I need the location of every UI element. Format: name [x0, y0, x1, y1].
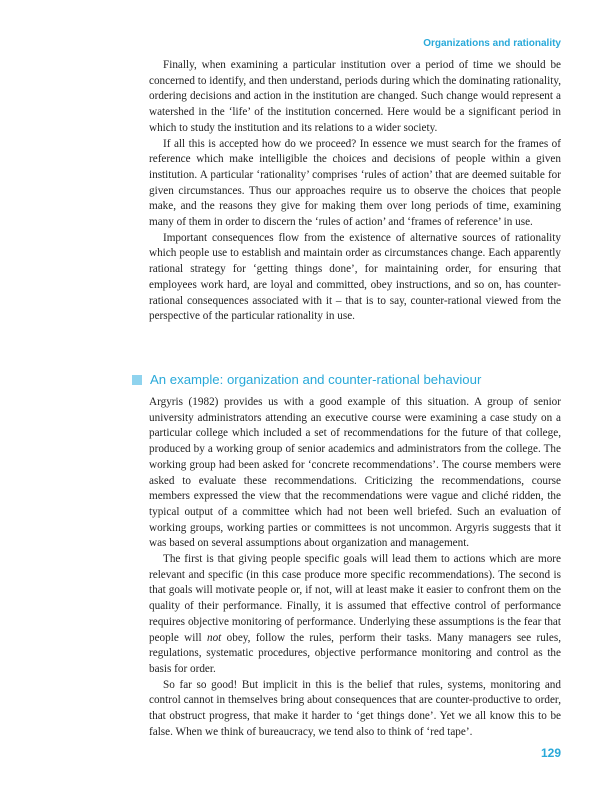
heading-square-icon: [132, 375, 142, 385]
paragraph: Argyris (1982) provides us with a good example of this situation. A group of senior university administrators attending an executive course were examining a case study on a particular college which included a set of recommendations for the future of that college, produced by a working group of senior academics and administrators from the college. The working group had been asked for ‘concrete recommendations’. The course members were asked to evaluate these recommendations. Criticizing the recommendations, course members expressed the view that the recommendations were vague and cliché ridden, the typical output of a committee which had not been well briefed. Such an evaluation of working groups, working parties or committees is not uncommon. Argyris suggests that it was based on several assumptions about organization and management.: [149, 396, 561, 550]
section-heading-text: An example: organization and counter-rational behaviour: [150, 372, 482, 387]
paragraph: Finally, when examining a particular institution over a period of time we should be concerned to identify, and then understand, periods during which the dominating rationality, ordering decisions and action in the institution are changed. Such change would represent a watershed in the ‘life’ of the institution concerned. Here would be a significant period in which to study the institution and its relations to a wider society.: [149, 59, 561, 134]
paragraph-text: obey, follow the rules, perform their tasks. Many managers see rules, regulations, systematic procedures, objective performance monitoring and control as the basis for order.: [149, 631, 562, 675]
body-text-section-1: [149, 58, 561, 325]
running-head: Organizations and rationality: [423, 38, 561, 49]
body-text-section-2: [149, 395, 561, 740]
emphasis-not: not: [206, 631, 222, 644]
paragraph: So far so good! But implicit in this is the belief that rules, systems, monitoring and control cannot in themselves bring about consequences that are counter-productive to order, that obstruct progress, that make it harder to ‘get things done’. Yet we all know this to be false. When we think of bureaucracy, we tend also to think of ‘red tape’.: [149, 678, 561, 738]
section-heading: [132, 372, 481, 387]
paragraph: Important consequences flow from the existence of alternative sources of rationality which people use to establish and maintain order as circumstances change. Each apparently rational strategy for ‘getting things done’, for maintaining order, for ensuring that employees work hard, are loyal and committed, obey instructions, and so on, has counter-rational consequences associated with it – that is to say, counter-rational viewed from the perspective of the particular rationality in use.: [149, 231, 561, 323]
page-number: 129: [540, 746, 561, 760]
paragraph-text: The first is that giving people specific goals will lead them to actions which are more relevant and specific (in this case produce more specific recommendations). The second is that goals will motivate people or, if not, will at least make it easier to confront them on the quality of their performance. Finally, it is assumed that effective control of performance requires objective monitoring of performance. Underlying these assumptions is the fear that people will: [149, 553, 561, 644]
paragraph: If all this is accepted how do we proceed? In essence we must search for the frames of reference which make intelligible the choices and decisions of people within a given institution. A particular ‘rationality’ comprises ‘rules of action’ that are deemed suitable for given circumstances. Thus our approaches require us to observe the choices that people make, and the reasons they give for making them over long periods of time, examining many of them in order to discern the ‘rules of action’ and ‘frames of reference’ in use.: [149, 137, 561, 229]
paragraph: [149, 552, 561, 678]
